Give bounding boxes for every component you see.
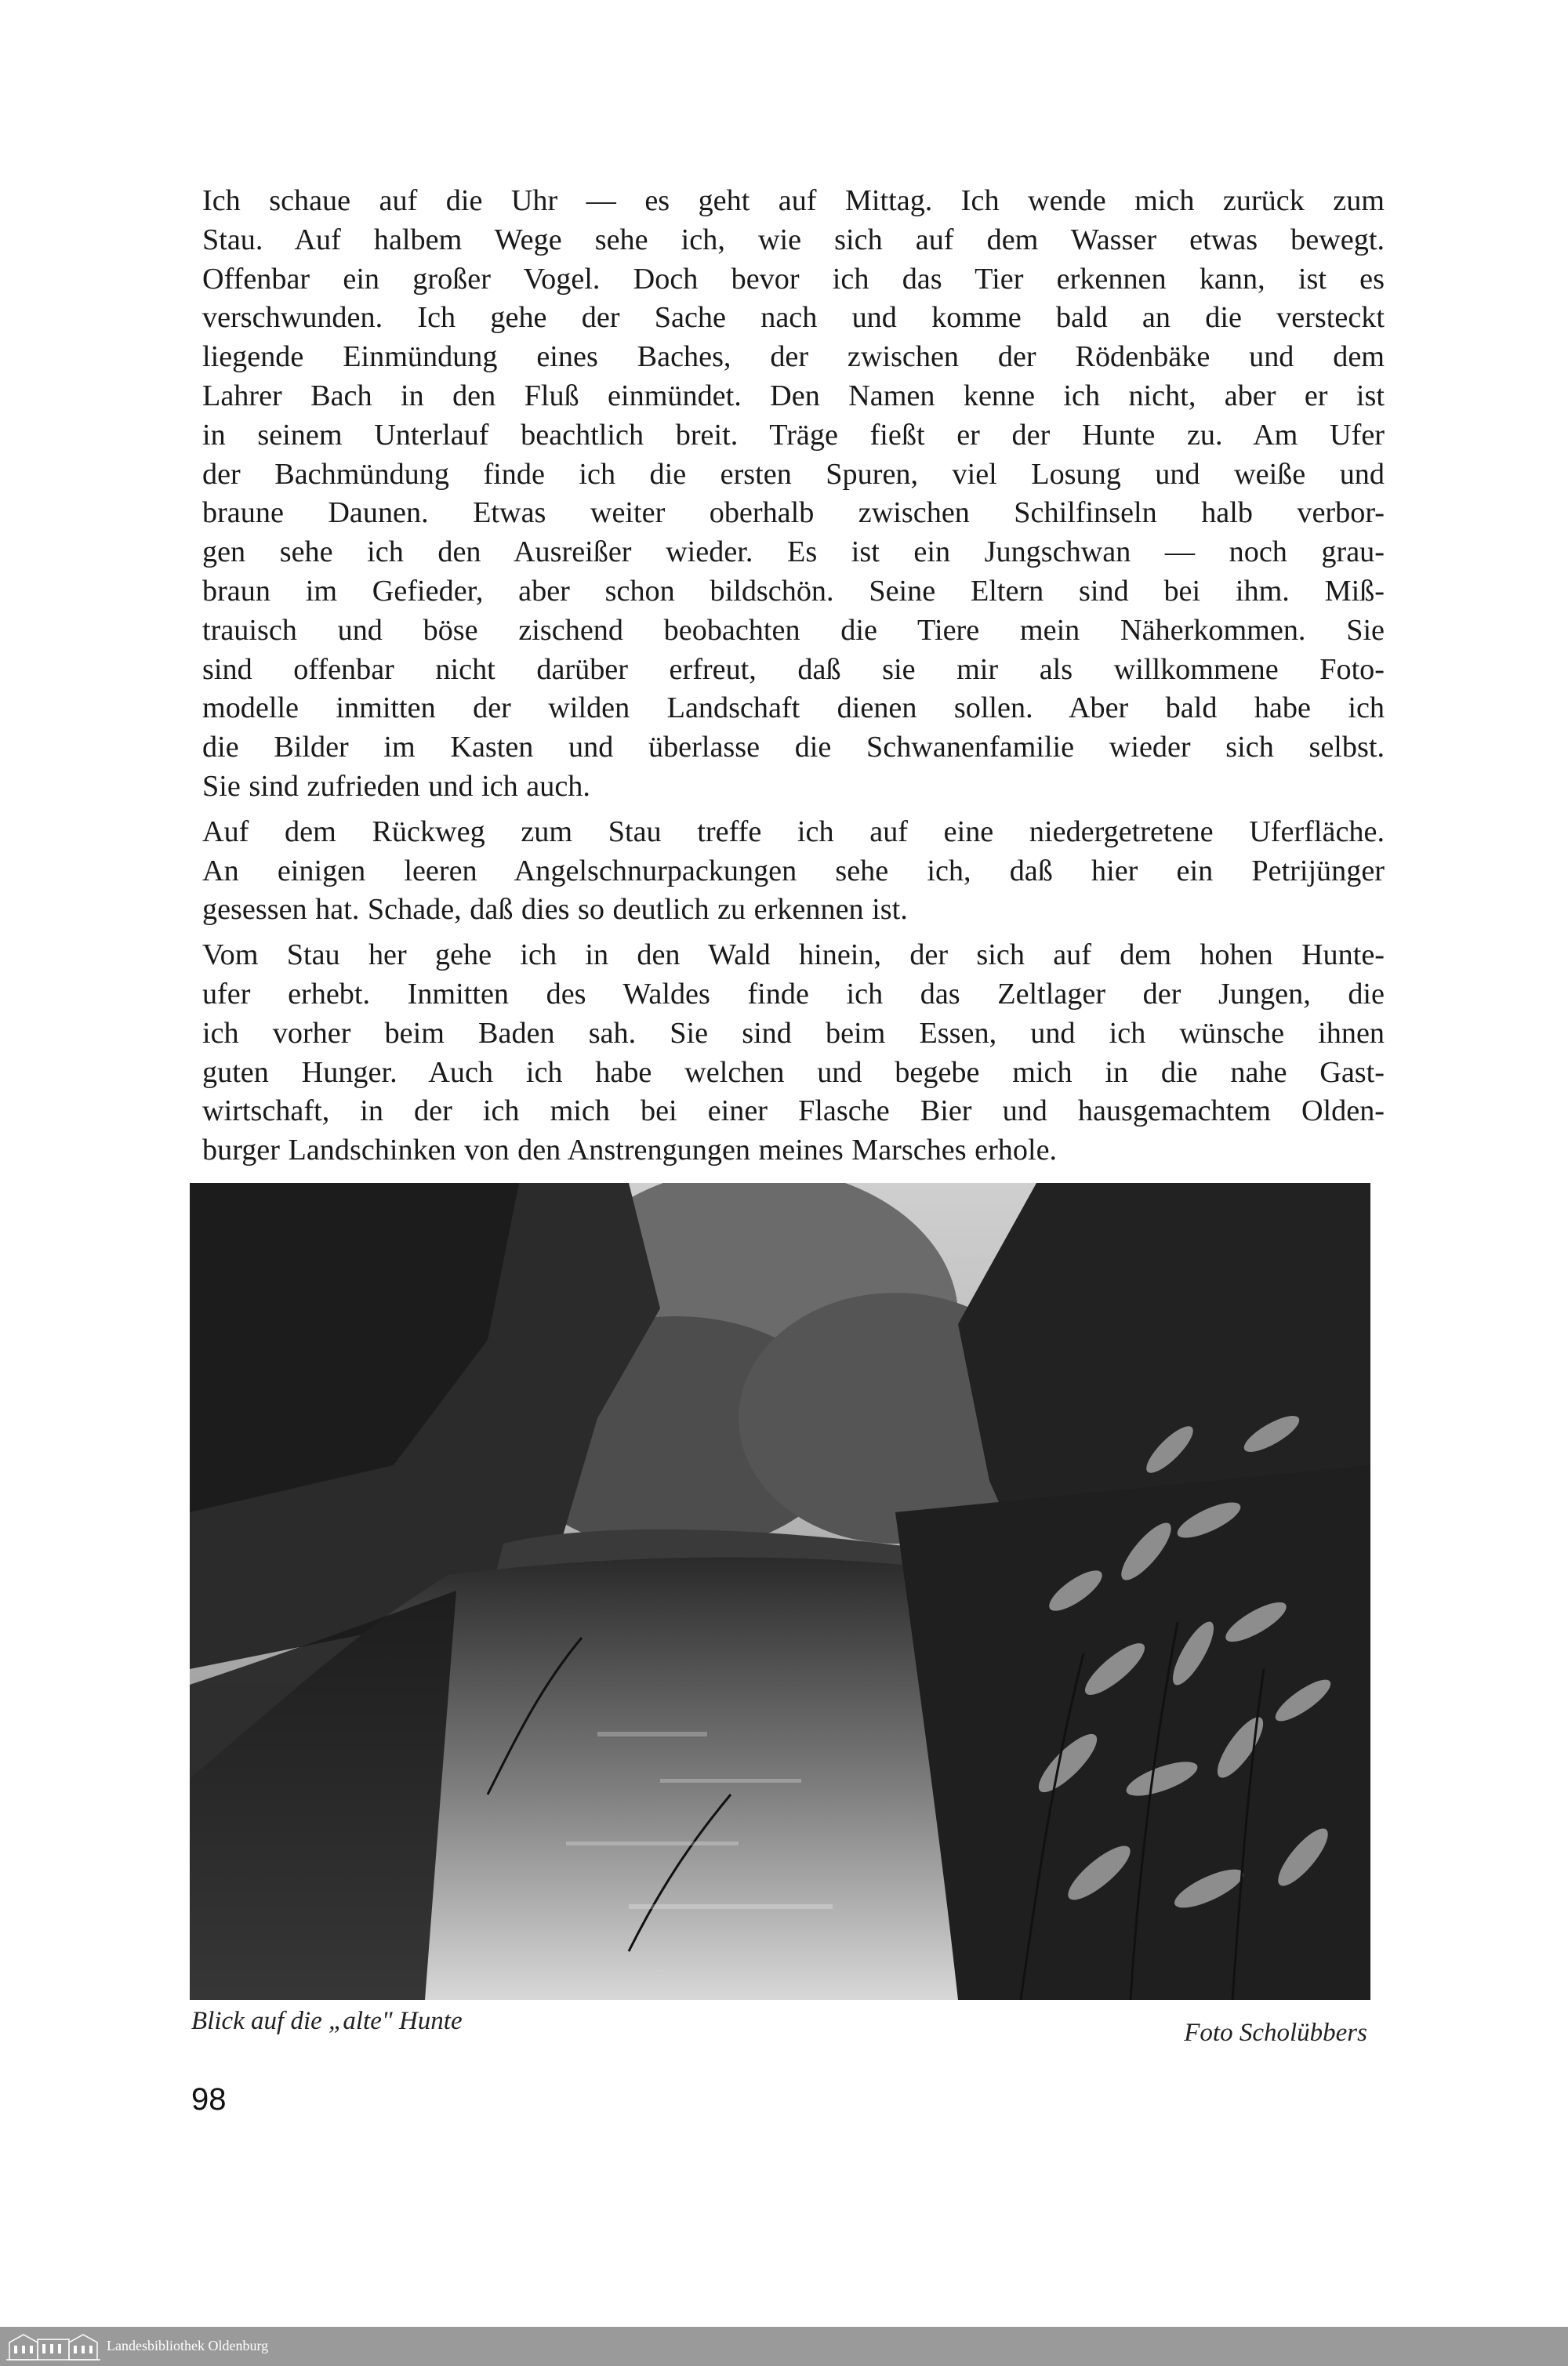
text-line: gesessen hat. Schade, daß dies so deutlich zu erkennen ist. bbox=[202, 893, 908, 927]
text-line: An einigen leeren Angelschnurpackungen sehe ich, daß hier ein Petrijünger bbox=[202, 854, 1385, 887]
photo-credit: Foto Scholübbers bbox=[1184, 2019, 1367, 2047]
text-line: burger Landschinken von den Anstrengungen meines Marsches erhole. bbox=[202, 1134, 1058, 1167]
paragraph-3 bbox=[202, 936, 1385, 1170]
text-line: Ich schaue auf die Uhr — es geht auf Mittag. Ich wende mich zurück zum bbox=[202, 184, 1385, 217]
text-line: Offenbar ein großer Vogel. Doch bevor ich das Tier erkennen kann, ist es bbox=[202, 262, 1385, 296]
photo-caption: Blick auf die „alte" Hunte bbox=[191, 2007, 463, 2035]
text-line: braun im Gefieder, aber schon bildschön. Seine Eltern sind bei ihm. Miß- bbox=[202, 574, 1385, 608]
text-line: wirtschaft, in der ich mich bei einer Flasche Bier und hausgemachtem Olden- bbox=[202, 1094, 1385, 1128]
text-line: ich vorher beim Baden sah. Sie sind beim Essen, und ich wünsche ihnen bbox=[202, 1016, 1385, 1050]
text-line: der Bachmündung finde ich die ersten Spuren, viel Losung und weiße und bbox=[202, 457, 1385, 491]
text-line: die Bilder im Kasten und überlasse die Schwanenfamilie wieder sich selbst. bbox=[202, 731, 1385, 764]
paragraph-2 bbox=[202, 813, 1385, 930]
text-line: braune Daunen. Etwas weiter oberhalb zwischen Schilfinseln halb verbor- bbox=[202, 496, 1385, 530]
text-line: Auf dem Rückweg zum Stau treffe ich auf eine niedergetretene Uferfläche. bbox=[202, 815, 1385, 848]
text-line: Sie sind zufrieden und ich auch. bbox=[202, 769, 590, 803]
text-line: Stau. Auf halbem Wege sehe ich, wie sich auf dem Wasser etwas bewegt. bbox=[202, 223, 1385, 256]
library-building-icon bbox=[6, 2332, 100, 2361]
text-line: sind offenbar nicht darüber erfreut, daß sie mir als willkommene Foto- bbox=[202, 652, 1385, 686]
text-line: modelle inmitten der wilden Landschaft dienen sollen. Aber bald habe ich bbox=[202, 691, 1385, 725]
body-text bbox=[202, 182, 1385, 1177]
river-landscape-illustration bbox=[190, 1183, 1370, 2000]
library-name: Landesbibliothek Oldenburg bbox=[107, 2338, 269, 2353]
library-footer-bar bbox=[0, 2327, 1568, 2366]
text-line: in seinem Unterlauf beachtlich breit. Träge fießt er der Hunte zu. Am Ufer bbox=[202, 418, 1385, 452]
text-line: guten Hunger. Auch ich habe welchen und begebe mich in die nahe Gast- bbox=[202, 1055, 1385, 1089]
text-line: Vom Stau her gehe ich in den Wald hinein, der sich auf dem hohen Hunte- bbox=[202, 938, 1385, 972]
paragraph-1 bbox=[202, 182, 1385, 807]
text-line: liegende Einmündung eines Baches, der zwischen der Rödenbäke und dem bbox=[202, 340, 1385, 374]
text-line: ufer erhebt. Inmitten des Waldes finde ich das Zeltlager der Jungen, die bbox=[202, 977, 1385, 1011]
page-number: 98 bbox=[191, 2082, 227, 2117]
text-line: trauisch und böse zischend beobachten die Tiere mein Näherkommen. Sie bbox=[202, 613, 1385, 647]
text-line: verschwunden. Ich gehe der Sache nach und komme bald an die versteckt bbox=[202, 301, 1385, 335]
text-line: Lahrer Bach in den Fluß einmündet. Den Namen kenne ich nicht, aber er ist bbox=[202, 379, 1385, 412]
text-line: gen sehe ich den Ausreißer wieder. Es ist ein Jungschwan — noch grau- bbox=[202, 535, 1385, 569]
river-photo bbox=[190, 1183, 1370, 2000]
